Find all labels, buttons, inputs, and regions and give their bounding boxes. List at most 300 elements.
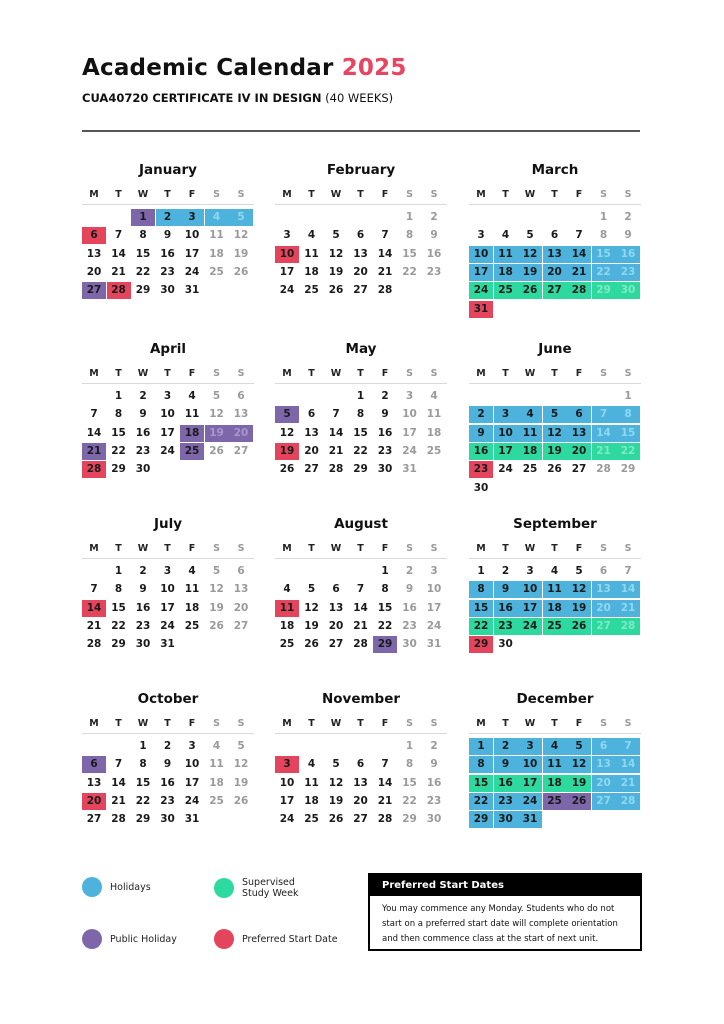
title-main: Academic Calendar [82, 55, 334, 81]
holiday-swatch-icon [82, 877, 102, 897]
weekday-label: S [430, 368, 438, 379]
day-cell: 14 [377, 776, 393, 789]
day-cell: 17 [469, 264, 493, 281]
preferred-start-swatch-icon [214, 929, 234, 949]
day-cell: 16 [426, 776, 442, 789]
day-cell: 17 [426, 601, 442, 614]
month-september [469, 516, 641, 677]
day-cell: 24 [469, 282, 493, 299]
month-december [469, 691, 641, 852]
day-cell: 21 [616, 600, 640, 617]
day-cell: 3 [430, 565, 438, 577]
weekday-header [275, 367, 447, 381]
day-cell: 1 [114, 390, 123, 402]
weekday-label: F [381, 368, 389, 379]
day-cell: 10 [518, 756, 542, 773]
day-cell: 4 [283, 583, 291, 596]
day-cell: 24 [402, 444, 417, 457]
day-cell: 23 [135, 444, 151, 457]
header-divider [82, 130, 640, 132]
day-cell: 19 [543, 443, 567, 460]
weekday-label: S [600, 189, 607, 200]
day-cell: 19 [205, 425, 229, 442]
day-cell: 11 [304, 247, 319, 260]
day-cell: 13 [233, 583, 249, 596]
day-cell: 29 [111, 463, 126, 476]
day-cell: 28 [616, 793, 640, 810]
day-cell: 5 [237, 740, 245, 752]
weekday-label: W [330, 718, 342, 729]
day-cell: 18 [426, 426, 442, 439]
day-cell: 22 [469, 618, 493, 635]
day-cell: 16 [426, 247, 442, 260]
weekday-label: M [476, 189, 486, 200]
weekday-label: T [115, 718, 122, 729]
weekday-divider [275, 383, 447, 384]
day-cell: 8 [139, 758, 147, 771]
title-year: 2025 [341, 55, 407, 81]
day-cell: 28 [82, 461, 106, 478]
day-cell: 26 [547, 463, 562, 476]
weekday-header [82, 542, 254, 556]
day-cell: 7 [381, 229, 389, 242]
day-cell: 1 [114, 565, 123, 577]
day-cell: 6 [356, 758, 365, 771]
day-cell: 2 [501, 565, 510, 577]
weekday-divider [469, 558, 641, 559]
weekday-label: S [213, 368, 220, 379]
weekday-label: W [330, 368, 342, 379]
day-cell: 7 [356, 583, 365, 596]
day-cell: 6 [82, 227, 106, 244]
day-cell: 23 [135, 619, 151, 632]
weekday-label: S [406, 543, 413, 554]
weekday-label: M [282, 189, 292, 200]
day-cell: 19 [304, 619, 319, 632]
day-cell: 25 [209, 265, 224, 278]
day-cell: 1 [624, 390, 632, 402]
day-cell: 10 [279, 776, 295, 789]
weekday-label: W [524, 368, 536, 379]
day-cell: 30 [377, 463, 393, 476]
day-cell: 28 [596, 463, 611, 476]
day-cell: 5 [567, 738, 591, 755]
day-cell: 30 [498, 638, 513, 651]
day-cell: 22 [377, 619, 393, 632]
weekday-label: S [600, 368, 607, 379]
day-cell: 8 [469, 756, 493, 773]
weekday-divider [469, 204, 641, 205]
day-cell: 31 [402, 463, 417, 476]
day-cell: 18 [184, 601, 200, 614]
weekday-label: F [575, 718, 583, 729]
day-cell: 4 [501, 229, 510, 242]
month-name: July [153, 516, 183, 532]
day-cell: 4 [188, 565, 196, 577]
day-cell: 20 [592, 600, 616, 617]
day-cell: 19 [328, 794, 344, 807]
day-cell: 26 [279, 463, 295, 476]
day-cell: 6 [592, 738, 616, 755]
day-cell: 26 [518, 282, 542, 299]
day-cell: 27 [592, 618, 616, 635]
day-cell: 13 [592, 756, 616, 773]
day-cell: 10 [184, 229, 200, 242]
day-cell: 28 [377, 284, 393, 297]
day-cell: 9 [139, 408, 147, 421]
day-cell: 27 [233, 619, 249, 632]
day-cell: 23 [160, 265, 175, 278]
day-cell: 11 [543, 756, 567, 773]
month-april [82, 341, 254, 502]
day-cell: 26 [567, 793, 591, 810]
day-cell: 24 [160, 619, 175, 632]
day-cell: 8 [405, 758, 414, 771]
day-cell: 23 [377, 444, 393, 457]
day-cell: 12 [209, 583, 224, 596]
weekday-divider [275, 204, 447, 205]
day-cell: 21 [567, 264, 591, 281]
day-cell: 29 [111, 638, 126, 651]
day-cell: 16 [616, 246, 640, 263]
weekday-label: S [406, 718, 413, 729]
day-cell: 2 [430, 211, 438, 223]
day-cell: 17 [402, 426, 417, 439]
day-cell: 30 [135, 638, 151, 651]
day-cell: 22 [469, 793, 493, 810]
day-cell: 18 [180, 425, 204, 442]
day-cell: 8 [114, 408, 123, 421]
supervised-swatch-icon [214, 878, 234, 898]
legend-holidays [82, 877, 151, 897]
day-cell: 15 [111, 601, 126, 614]
weekday-label: W [524, 189, 536, 200]
day-cell: 12 [233, 758, 249, 771]
month-name: August [334, 516, 388, 532]
day-cell: 21 [592, 443, 616, 460]
day-cell: 9 [624, 229, 632, 242]
weekday-label: S [213, 189, 220, 200]
month-november [275, 691, 447, 852]
day-cell: 21 [82, 443, 106, 460]
weekday-label: T [115, 543, 122, 554]
day-cell: 19 [275, 443, 299, 460]
day-cell: 24 [426, 619, 442, 632]
weekday-label: S [430, 718, 438, 729]
day-cell: 1 [356, 390, 365, 402]
weekday-label: S [237, 189, 245, 200]
day-cell: 9 [494, 581, 518, 598]
day-cell: 12 [567, 756, 591, 773]
weekday-label: F [188, 718, 196, 729]
weekday-label: M [89, 543, 99, 554]
day-cell: 18 [543, 775, 567, 792]
day-cell: 7 [616, 738, 640, 755]
day-cell: 29 [353, 463, 368, 476]
weekday-label: W [137, 543, 149, 554]
day-cell: 9 [405, 583, 414, 596]
day-cell: 25 [543, 793, 567, 810]
weekday-divider [275, 733, 447, 734]
weekday-label: T [115, 189, 122, 200]
day-cell: 3 [188, 740, 196, 752]
weekday-label: T [357, 368, 364, 379]
weekday-label: S [600, 718, 607, 729]
weekday-label: S [213, 543, 220, 554]
weekday-label: T [357, 189, 364, 200]
day-cell: 31 [184, 813, 200, 826]
day-cell: 29 [469, 811, 493, 828]
day-cell: 17 [494, 443, 518, 460]
day-cell: 27 [233, 444, 249, 457]
weekday-label: M [476, 368, 486, 379]
day-cell: 18 [543, 600, 567, 617]
day-cell: 2 [494, 738, 518, 755]
day-cell: 8 [139, 229, 147, 242]
weekday-header [469, 367, 641, 381]
day-cell: 7 [114, 758, 123, 771]
day-cell: 21 [353, 619, 368, 632]
day-cell: 29 [135, 813, 151, 826]
day-cell: 14 [616, 756, 640, 773]
day-cell: 5 [307, 583, 316, 596]
day-cell: 16 [377, 426, 393, 439]
day-cell: 21 [111, 794, 126, 807]
day-cell: 6 [237, 565, 245, 577]
day-cell: 26 [304, 638, 319, 651]
day-cell: 3 [518, 738, 542, 755]
month-august [275, 516, 447, 677]
day-cell: 26 [233, 794, 249, 807]
day-cell: 1 [477, 565, 485, 577]
weekday-label: S [237, 718, 245, 729]
day-cell: 9 [163, 758, 172, 771]
month-march [469, 162, 641, 323]
weekday-label: S [430, 543, 438, 554]
day-cell: 23 [160, 794, 175, 807]
day-cell: 14 [353, 601, 368, 614]
month-name: October [137, 691, 199, 707]
month-name: May [345, 341, 377, 357]
weekday-label: W [524, 718, 536, 729]
day-cell: 21 [86, 619, 102, 632]
day-cell: 8 [381, 583, 389, 596]
weekday-label: T [551, 543, 558, 554]
day-cell: 24 [498, 463, 513, 476]
day-cell: 14 [82, 600, 106, 617]
day-cell: 3 [494, 406, 518, 423]
day-cell: 7 [90, 583, 98, 596]
day-cell: 24 [279, 813, 295, 826]
day-cell: 2 [139, 565, 147, 577]
day-cell: 3 [477, 229, 485, 242]
day-cell: 25 [522, 463, 538, 476]
month-july [82, 516, 254, 677]
day-cell: 26 [209, 619, 224, 632]
month-january [82, 162, 254, 323]
weekday-label: F [188, 543, 196, 554]
day-cell: 10 [160, 583, 175, 596]
weekday-label: T [551, 368, 558, 379]
legend-preferred-start-label: Preferred Start Date [242, 933, 338, 945]
day-cell: 2 [139, 390, 147, 402]
day-cell: 21 [328, 444, 344, 457]
day-cell: 14 [328, 426, 344, 439]
day-cell: 10 [469, 246, 493, 263]
weekday-label: S [624, 189, 632, 200]
day-cell: 20 [233, 601, 249, 614]
day-cell: 7 [592, 406, 616, 423]
day-cell: 2 [163, 740, 172, 752]
day-cell: 12 [328, 776, 344, 789]
day-cell: 15 [616, 425, 640, 442]
day-cell: 13 [592, 581, 616, 598]
weekday-divider [275, 558, 447, 559]
day-cell: 5 [543, 406, 567, 423]
day-cell: 21 [377, 265, 393, 278]
day-cell: 20 [328, 619, 344, 632]
weekday-header [82, 717, 254, 731]
day-cell: 15 [377, 601, 393, 614]
day-cell: 20 [567, 443, 591, 460]
day-cell: 16 [135, 601, 151, 614]
day-cell: 13 [543, 246, 567, 263]
day-cell: 18 [279, 619, 295, 632]
day-cell: 10 [426, 583, 442, 596]
day-cell: 13 [353, 776, 368, 789]
weekday-label: F [575, 543, 583, 554]
day-cell: 7 [332, 408, 340, 421]
day-cell: 18 [209, 247, 224, 260]
day-cell: 16 [494, 600, 518, 617]
legend-preferred-start [214, 929, 338, 949]
day-cell: 28 [107, 282, 131, 299]
day-cell: 31 [469, 301, 493, 318]
day-cell: 3 [405, 390, 414, 402]
day-cell: 13 [86, 776, 102, 789]
day-cell: 4 [307, 758, 316, 771]
month-name: February [326, 162, 396, 178]
day-cell: 18 [494, 264, 518, 281]
day-cell: 15 [469, 600, 493, 617]
day-cell: 15 [111, 426, 126, 439]
day-cell: 4 [212, 740, 221, 752]
day-cell: 13 [233, 408, 249, 421]
day-cell: 6 [550, 229, 559, 242]
day-cell: 14 [86, 426, 102, 439]
day-cell: 15 [135, 247, 151, 260]
day-cell: 11 [518, 425, 542, 442]
weekday-label: T [308, 189, 315, 200]
day-cell: 9 [494, 756, 518, 773]
day-cell: 17 [279, 265, 295, 278]
day-cell: 3 [275, 756, 299, 773]
weekday-label: M [89, 189, 99, 200]
day-cell: 9 [163, 229, 172, 242]
day-cell: 2 [430, 740, 438, 752]
day-cell: 13 [304, 426, 319, 439]
day-cell: 10 [160, 408, 175, 421]
day-cell: 6 [82, 756, 106, 773]
day-cell: 25 [494, 282, 518, 299]
day-cell: 17 [518, 775, 542, 792]
day-cell: 13 [567, 425, 591, 442]
day-cell: 6 [332, 583, 340, 596]
day-cell: 9 [430, 758, 438, 771]
weekday-header [275, 542, 447, 556]
day-cell: 5 [275, 406, 299, 423]
weekday-label: F [188, 368, 196, 379]
day-cell: 4 [543, 738, 567, 755]
day-cell: 24 [160, 444, 175, 457]
day-cell: 1 [469, 738, 493, 755]
day-cell: 13 [353, 247, 368, 260]
day-cell: 8 [405, 229, 414, 242]
weekday-label: T [164, 718, 171, 729]
day-cell: 17 [518, 600, 542, 617]
day-cell: 14 [616, 581, 640, 598]
day-cell: 27 [543, 282, 567, 299]
weekday-label: M [282, 543, 292, 554]
day-cell: 9 [139, 583, 147, 596]
day-cell: 28 [616, 618, 640, 635]
day-cell: 31 [426, 638, 442, 651]
day-cell: 30 [160, 813, 175, 826]
day-cell: 8 [616, 406, 640, 423]
day-cell: 24 [279, 284, 295, 297]
day-cell: 2 [381, 390, 389, 402]
weekday-divider [82, 204, 254, 205]
day-cell: 27 [592, 793, 616, 810]
day-cell: 19 [518, 264, 542, 281]
day-cell: 23 [494, 793, 518, 810]
day-cell: 25 [180, 443, 204, 460]
day-cell: 8 [114, 583, 123, 596]
day-cell: 26 [567, 618, 591, 635]
weekday-label: W [137, 368, 149, 379]
day-cell: 8 [356, 408, 365, 421]
day-cell: 6 [307, 408, 316, 421]
day-cell: 17 [184, 247, 200, 260]
day-cell: 20 [353, 265, 368, 278]
legend-supervised [214, 877, 308, 899]
weekday-label: T [308, 368, 315, 379]
day-cell: 27 [304, 463, 319, 476]
day-cell: 13 [328, 601, 344, 614]
day-cell: 30 [426, 813, 442, 826]
day-cell: 16 [402, 601, 417, 614]
preferred-start-info-box [368, 873, 642, 951]
day-cell: 16 [469, 443, 493, 460]
day-cell: 27 [571, 463, 587, 476]
day-cell: 28 [377, 813, 393, 826]
day-cell: 9 [381, 408, 389, 421]
day-cell: 30 [135, 463, 151, 476]
month-name: March [531, 162, 579, 178]
day-cell: 22 [616, 443, 640, 460]
day-cell: 11 [543, 581, 567, 598]
weekday-label: F [188, 189, 196, 200]
day-cell: 4 [188, 390, 196, 402]
day-cell: 26 [233, 265, 249, 278]
day-cell: 26 [328, 813, 344, 826]
day-cell: 19 [567, 775, 591, 792]
day-cell: 1 [381, 565, 389, 577]
weekday-divider [82, 558, 254, 559]
day-cell: 22 [592, 264, 616, 281]
day-cell: 19 [328, 265, 344, 278]
weekday-label: S [430, 189, 438, 200]
